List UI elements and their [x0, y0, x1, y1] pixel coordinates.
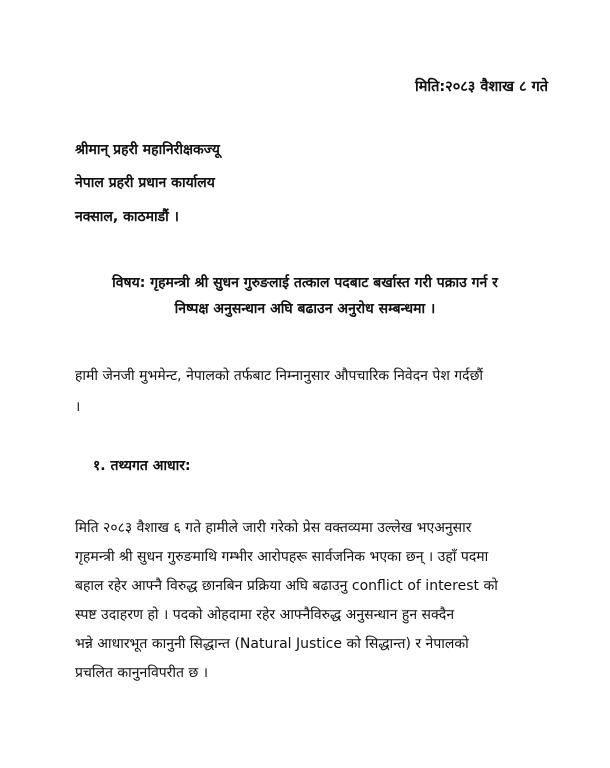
section-1-heading: १. तथ्यगत आधार: [93, 458, 191, 474]
paragraph-line: स्पष्ट उदाहरण हो । पदको ओहदामा रहेर आफ्नैविरुद्ध अनुसन्धान हुन सक्दैन [75, 607, 455, 623]
subject-line-2: निष्पक्ष अनुसन्धान अघि बढाउन अनुरोध सम्बन्धमा । [174, 301, 436, 317]
intro-line-1: हामी जेनजी मुभमेन्ट, नेपालको तर्फबाट निम्नानुसार औपचारिक निवेदन पेश गर्दछौं [75, 368, 484, 384]
intro-line-2: । [75, 399, 81, 415]
paragraph-line: प्रचलित कानुनविपरीत छ । [75, 665, 209, 681]
letter-date: मिति:२०८३ वैशाख ८ गते [414, 79, 548, 95]
subject-line-1: विषय: गृहमन्त्री श्री सुधन गुरुङलाई तत्काल पदबाट बर्खास्त गरी पक्राउ गर्न र [112, 275, 498, 291]
recipient-location: नक्साल, काठमाडौं । [75, 209, 179, 225]
intro-paragraph [75, 361, 545, 423]
recipient-office: नेपाल प्रहरी प्रधान कार्यालय [75, 175, 215, 191]
subject-block [60, 270, 550, 322]
paragraph-line: मिति २०८३ वैशाख ६ गते हामीले जारी गरेको प्रेस वक्तव्यमा उल्लेख भएअनुसार [75, 520, 472, 536]
paragraph-line: बहाल रहेर आफ्नै विरुद्ध छानबिन प्रक्रिया अघि बढाउनु conflict of interest को [75, 578, 498, 594]
section-1-paragraph [75, 514, 540, 688]
paragraph-line: भन्ने आधारभूत कानुनी सिद्धान्त (Natural Justice को सिद्धान्त) र नेपालको [75, 636, 469, 652]
recipient-title: श्रीमान् प्रहरी महानिरीक्षकज्यू [75, 142, 220, 158]
paragraph-line: गृहमन्त्री श्री सुधन गुरुङमाथि गम्भीर आरोपहरू सार्वजनिक भएका छन् । उहाँ पदमा [75, 549, 489, 565]
